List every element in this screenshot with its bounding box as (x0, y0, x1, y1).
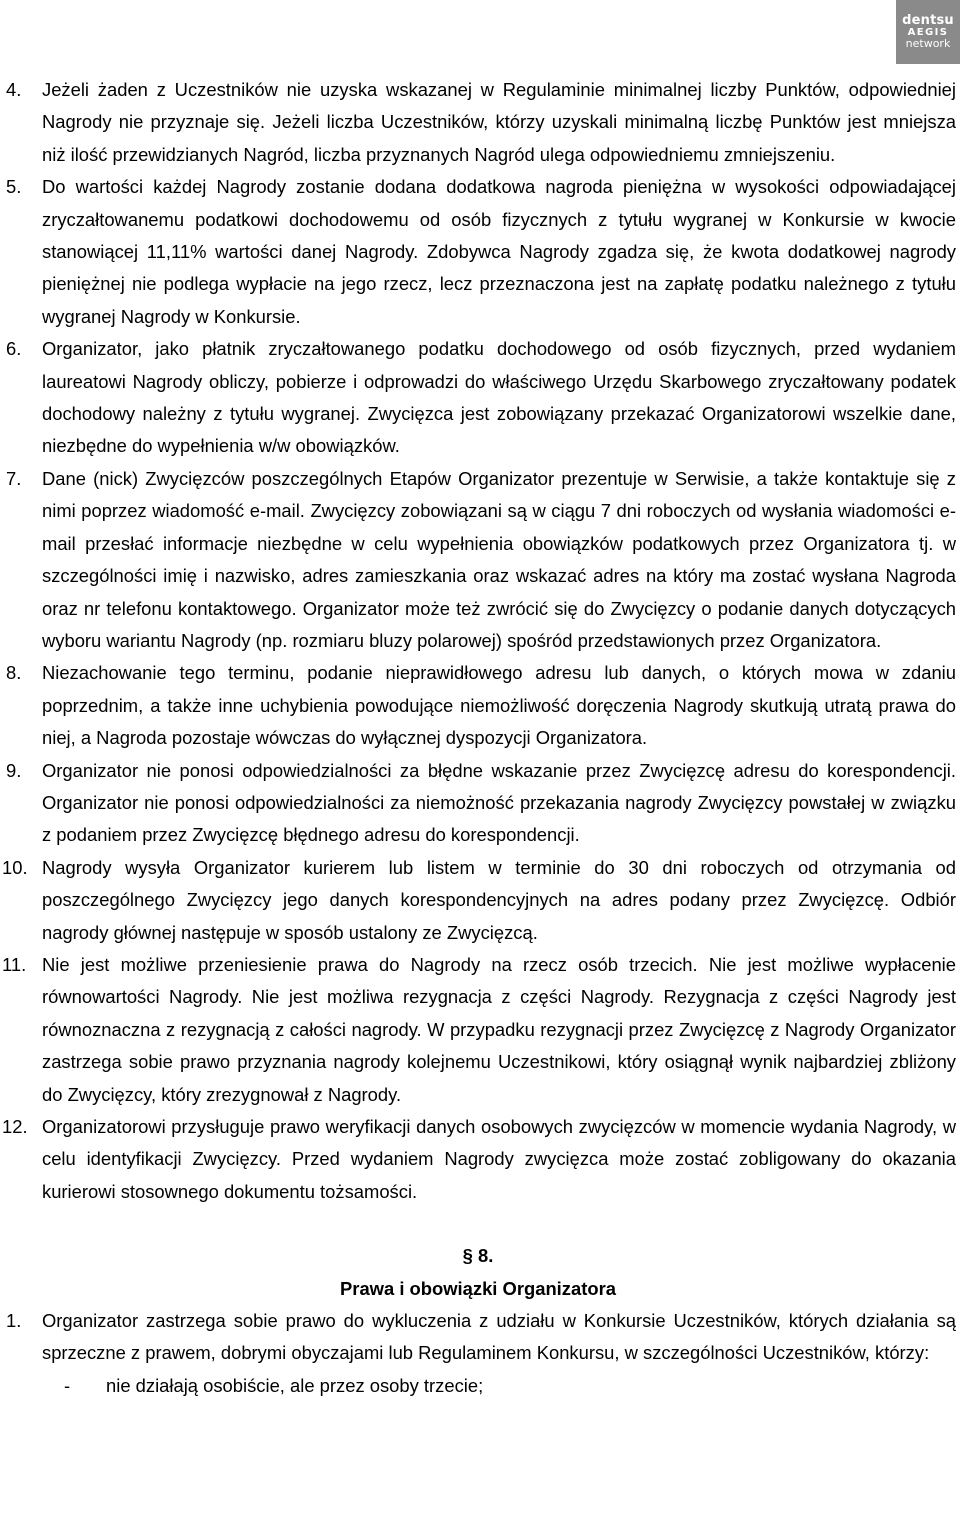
item-number: 10. (2, 856, 28, 878)
list-item-5 (0, 171, 956, 333)
item-text: Dane (nick) Zwycięzców poszczególnych Etapów Organizator prezentuje w Serwisie, a także kontaktuje się z nimi poprzez wiadomość e-mail. Zwycięzcy zobowiązani są w ciągu 7 dni roboczych od wysłania wiadomości e-mail przesłać informacje niezbędne w celu wypełnienia obowiązków podatkowych przez Organizatora tj. w szczególności imię i nazwisko, adres zamieszkania oraz wskazać adres na który ma zostać wysłana Nagroda oraz nr telefonu kontaktowego. Organizator może też zwrócić się do Zwycięzcy o podanie danych dotyczących wyboru wariantu Nagrody (np. rozmiaru bluzy polarowej) spośród przedstawionych przez Organizatora. (42, 467, 956, 651)
item-text: Nie jest możliwe przeniesienie prawa do Nagrody na rzecz osób trzecich. Nie jest możliwe wypłacenie równowartości Nagrody. Nie jest możliwa rezygnacja z części Nagrody. Rezygnacja z części Nagrody jest równoznaczna z rezygnacją z całości nagrody. W przypadku rezygnacji przez Zwycięzcę z Nagrody Organizator zastrzega sobie prawo przyznania nagrody kolejnemu Uczestnikowi, który osiągnął wynik najbardziej zbliżony do Zwycięzcy, który zrezygnował z Nagrody. (42, 953, 956, 1105)
list-item-4 (0, 74, 956, 171)
document-body (0, 74, 956, 1402)
section-title: Prawa i obowiązki Organizatora (340, 1277, 616, 1299)
item-text: Do wartości każdej Nagrody zostanie dodana dodatkowa nagroda pieniężna w wysokości odpowiadającej zryczałtowanemu podatkowi dochodowemu od osób fizycznych z tytułu wygranej w Konkursie w kwocie stanowiącej 11,11% wartości danej Nagrody. Zdobywca Nagrody zgadza się, że kwota dodatkowej nagrody pieniężnej nie podlega wypłacie na jego rzecz, lecz przeznaczona jest na zapłatę podatku należnego z tytułu wygranej Nagrody w Konkursie. (42, 176, 956, 327)
item-number: 9. (6, 759, 22, 781)
item-number: 5. (6, 176, 22, 198)
item-number: 8. (6, 662, 22, 684)
list-item-8 (0, 657, 956, 754)
item-number: 6. (6, 338, 22, 360)
list-item-12 (0, 1111, 956, 1208)
item-text: Nagrody wysyła Organizator kurierem lub listem w terminie do 30 dni roboczych od otrzymania od poszczególnego Zwycięzcy jego danych korespondencyjnych na adres podany przez Zwycięzcę. Odbiór nagrody głównej następuje w sposób ustalony ze Zwycięzcą. (42, 856, 956, 943)
section-number: § 8. (462, 1245, 494, 1267)
item-text: Organizator nie ponosi odpowiedzialności za błędne wskazanie przez Zwycięzcę adresu do korespondencji. Organizator nie ponosi odpowiedzialności za niemożność przekazania nagrody Zwycięzcy powstałej w związku z podaniem przez Zwycięzcę błędnego adresu do korespondencji. (42, 759, 956, 846)
logo-line-3: network (905, 37, 951, 51)
logo-line-2: AEGIS (907, 26, 949, 38)
list-item-7 (0, 463, 956, 657)
item-number: 11. (2, 953, 27, 975)
item-text: Organizator, jako płatnik zryczałtowanego podatku dochodowego od osób fizycznych, przed wydaniem laureatowi Nagrody obliczy, pobierze i odprowadzi do właściwego Urzędu Skarbowego zryczałtowany podatek dochodowy należny z tytułu wygranej. Zwycięzca jest zobowiązany przekazać Organizatorowi wszelkie dane, niezbędne do wypełnienia w/w obowiązków. (42, 338, 956, 457)
list-item-10 (0, 852, 956, 949)
dentsu-aegis-logo (896, 0, 960, 64)
dash-item-text: nie działają osobiście, ale przez osoby trzecie; (106, 1374, 484, 1396)
list-item-11 (0, 949, 956, 1111)
item-number: 12. (2, 1116, 28, 1137)
item-text: Niezachowanie tego terminu, podanie nieprawidłowego adresu lub danych, o których mowa w zdaniu poprzednim, a także inne uchybienia powodujące niemożliwość doręczenia Nagrody skutkują utratą prawa do niej, a Nagroda pozostaje wówczas do wyłącznej dyspozycji Organizatora. (42, 662, 956, 749)
item-number: 7. (6, 467, 22, 489)
item-text: Organizatorowi przysługuje prawo weryfikacji danych osobowych zwycięzców w momencie wydania Nagrody, w celu identyfikacji Zwycięzcy. Przed wydaniem Nagrody zwycięzca może zostać zobligowany do okazania kurierowi stosownego dokumentu tożsamości. (42, 1116, 956, 1202)
dash-list-item (0, 1370, 956, 1402)
item-text: Jeżeli żaden z Uczestników nie uzyska wskazanej w Regulaminie minimalnej liczby Punktów, odpowiedniej Nagrody nie przyznaje się. Jeżeli liczba Uczestników, którzy uzyskali minimalną liczbę Punktów jest mniejsza niż ilość przewidzianych Nagród, liczba przyznanych Nagród ulega odpowiedniemu zmniejszeniu. (42, 79, 956, 165)
item-number: 1. (6, 1310, 22, 1332)
item-text: Organizator zastrzega sobie prawo do wykluczenia z udziału w Konkursie Uczestników, których działania są sprzeczne z prawem, dobrymi obyczajami lub Regulaminem Konkursu, w szczególności Uczestników, którzy: (42, 1310, 956, 1364)
section-list-item-1 (0, 1305, 956, 1370)
list-item-6 (0, 333, 956, 463)
item-number: 4. (6, 79, 22, 100)
dash-bullet: - (64, 1374, 71, 1396)
logo-line-1: dentsu (902, 13, 954, 29)
list-item-9 (0, 755, 956, 852)
